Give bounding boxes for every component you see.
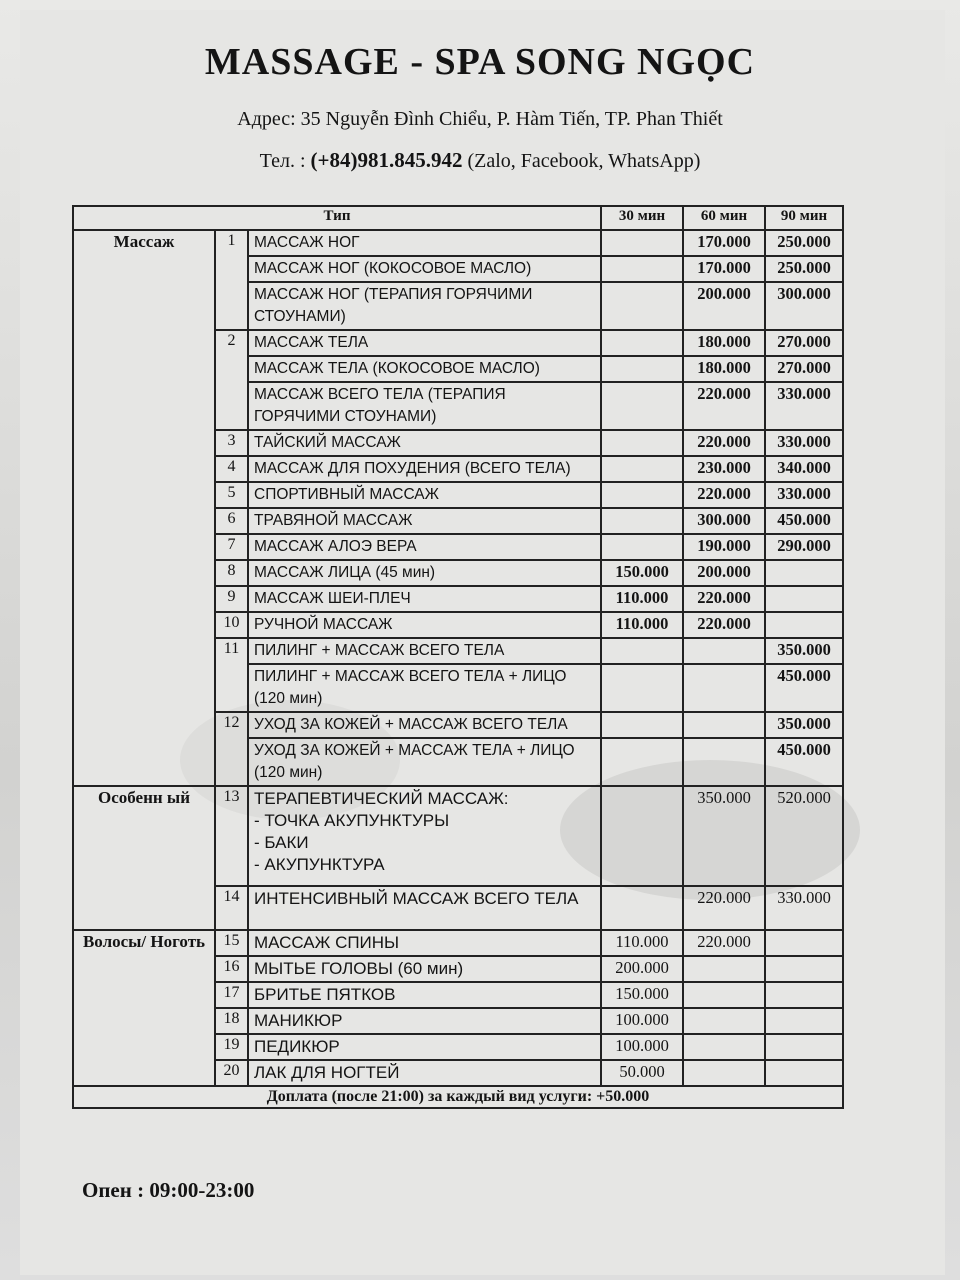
price-90min: 340.000 [765, 456, 843, 482]
category-massage: Массаж [73, 230, 215, 786]
price-90min: 330.000 [765, 482, 843, 508]
price-30min [601, 282, 683, 330]
price-90min [765, 982, 843, 1008]
price-90min [765, 1008, 843, 1034]
price-60min: 200.000 [683, 282, 765, 330]
table-header-row [73, 206, 843, 230]
phone-apps: (Zalo, Facebook, WhatsApp) [462, 150, 701, 172]
price-90min: 270.000 [765, 330, 843, 356]
price-90min: 270.000 [765, 356, 843, 382]
price-30min [601, 330, 683, 356]
price-90min: 350.000 [765, 712, 843, 738]
service-name: ПИЛИНГ + МАССАЖ ВСЕГО ТЕЛА + ЛИЦО (120 мин) [248, 664, 601, 712]
price-90min: 290.000 [765, 534, 843, 560]
service-name: СПОРТИВНЫЙ МАССАЖ [248, 482, 601, 508]
price-30min [601, 712, 683, 738]
price-60min: 220.000 [683, 430, 765, 456]
price-90min [765, 560, 843, 586]
service-name: МАНИКЮР [248, 1008, 601, 1034]
price-30min [601, 638, 683, 664]
service-name: МАССАЖ СПИНЫ [248, 930, 601, 956]
price-30min: 110.000 [601, 930, 683, 956]
service-name: ТРАВЯНОЙ МАССАЖ [248, 508, 601, 534]
row-number: 17 [215, 982, 248, 1008]
price-90min: 350.000 [765, 638, 843, 664]
price-30min [601, 482, 683, 508]
price-60min: 220.000 [683, 586, 765, 612]
price-90min [765, 1034, 843, 1060]
service-name: МЫТЬЕ ГОЛОВЫ (60 мин) [248, 956, 601, 982]
price-90min: 520.000 [765, 786, 843, 886]
service-name: ЛАК ДЛЯ НОГТЕЙ [248, 1060, 601, 1086]
price-60min [683, 982, 765, 1008]
opening-hours: Опен : 09:00-23:00 [82, 1178, 255, 1202]
price-60min: 220.000 [683, 482, 765, 508]
category-special: Особенн ый [73, 786, 215, 930]
price-table [72, 205, 844, 1109]
row-number: 6 [215, 508, 248, 534]
price-30min [601, 256, 683, 282]
price-60min [683, 738, 765, 786]
price-60min: 300.000 [683, 508, 765, 534]
header-30min: 30 мин [601, 206, 683, 230]
service-name: УХОД ЗА КОЖЕЙ + МАССАЖ ТЕЛА + ЛИЦО (120 мин) [248, 738, 601, 786]
price-60min: 350.000 [683, 786, 765, 886]
price-30min [601, 886, 683, 930]
price-30min [601, 456, 683, 482]
row-number: 10 [215, 612, 248, 638]
service-name: ТЕРАПЕВТИЧЕСКИЙ МАССАЖ: - ТОЧКА АКУПУНКТУРЫ - БАКИ - АКУПУНКТУРА [248, 786, 601, 886]
price-30min: 100.000 [601, 1008, 683, 1034]
price-90min: 330.000 [765, 430, 843, 456]
row-number: 19 [215, 1034, 248, 1060]
price-30min: 150.000 [601, 560, 683, 586]
table-row [73, 930, 843, 956]
row-number: 4 [215, 456, 248, 482]
price-60min: 220.000 [683, 886, 765, 930]
service-name: МАССАЖ ШЕИ-ПЛЕЧ [248, 586, 601, 612]
price-30min [601, 382, 683, 430]
price-30min [601, 664, 683, 712]
price-30min: 100.000 [601, 1034, 683, 1060]
price-60min: 230.000 [683, 456, 765, 482]
header-90min: 90 мин [765, 206, 843, 230]
service-name: РУЧНОЙ МАССАЖ [248, 612, 601, 638]
service-name: БРИТЬЕ ПЯТКОВ [248, 982, 601, 1008]
price-60min [683, 664, 765, 712]
service-name: МАССАЖ ТЕЛА (КОКОСОВОЕ МАСЛО) [248, 356, 601, 382]
header-60min: 60 мин [683, 206, 765, 230]
price-60min: 180.000 [683, 330, 765, 356]
price-30min: 150.000 [601, 982, 683, 1008]
phone-line [0, 148, 960, 173]
price-90min: 250.000 [765, 230, 843, 256]
row-number: 13 [215, 786, 248, 886]
table-row [73, 786, 843, 886]
price-60min [683, 1034, 765, 1060]
service-name: ТАЙСКИЙ МАССАЖ [248, 430, 601, 456]
row-number: 9 [215, 586, 248, 612]
service-name: ПЕДИКЮР [248, 1034, 601, 1060]
service-name: ПИЛИНГ + МАССАЖ ВСЕГО ТЕЛА [248, 638, 601, 664]
price-90min: 300.000 [765, 282, 843, 330]
row-number: 12 [215, 712, 248, 786]
price-60min [683, 1008, 765, 1034]
price-60min [683, 1060, 765, 1086]
service-name: МАССАЖ ДЛЯ ПОХУДЕНИЯ (ВСЕГО ТЕЛА) [248, 456, 601, 482]
service-name: УХОД ЗА КОЖЕЙ + МАССАЖ ВСЕГО ТЕЛА [248, 712, 601, 738]
row-number: 2 [215, 330, 248, 430]
price-90min: 250.000 [765, 256, 843, 282]
price-30min [601, 230, 683, 256]
service-name: МАССАЖ ЛИЦА (45 мин) [248, 560, 601, 586]
service-name: МАССАЖ ВСЕГО ТЕЛА (ТЕРАПИЯ ГОРЯЧИМИ СТОУНАМИ) [248, 382, 601, 430]
phone-label: Тел. : [259, 150, 311, 172]
row-number: 15 [215, 930, 248, 956]
row-number: 18 [215, 1008, 248, 1034]
price-60min: 220.000 [683, 930, 765, 956]
price-60min: 220.000 [683, 382, 765, 430]
price-90min: 330.000 [765, 886, 843, 930]
price-30min: 200.000 [601, 956, 683, 982]
price-90min [765, 930, 843, 956]
price-60min: 180.000 [683, 356, 765, 382]
price-30min [601, 508, 683, 534]
price-90min [765, 586, 843, 612]
service-name: ИНТЕНСИВНЫЙ МАССАЖ ВСЕГО ТЕЛА [248, 886, 601, 930]
service-name: МАССАЖ НОГ (КОКОСОВОЕ МАСЛО) [248, 256, 601, 282]
row-number: 8 [215, 560, 248, 586]
price-90min: 450.000 [765, 664, 843, 712]
price-30min: 110.000 [601, 586, 683, 612]
price-30min [601, 738, 683, 786]
price-30min: 50.000 [601, 1060, 683, 1086]
header-type: Тип [73, 206, 601, 230]
price-60min: 200.000 [683, 560, 765, 586]
table-footer-row [73, 1086, 843, 1108]
service-name: МАССАЖ ТЕЛА [248, 330, 601, 356]
table-row [73, 230, 843, 256]
price-60min [683, 638, 765, 664]
price-60min: 220.000 [683, 612, 765, 638]
price-table-body [73, 230, 843, 1086]
price-90min: 330.000 [765, 382, 843, 430]
price-30min [601, 534, 683, 560]
row-number: 5 [215, 482, 248, 508]
row-number: 14 [215, 886, 248, 930]
service-name: МАССАЖ НОГ (ТЕРАПИЯ ГОРЯЧИМИ СТОУНАМИ) [248, 282, 601, 330]
price-90min: 450.000 [765, 738, 843, 786]
row-number: 7 [215, 534, 248, 560]
price-90min [765, 956, 843, 982]
page-title: MASSAGE - SPA SONG NGỌC [204, 41, 756, 83]
price-60min [683, 956, 765, 982]
price-30min [601, 430, 683, 456]
service-name: МАССАЖ АЛОЭ ВЕРА [248, 534, 601, 560]
category-hair-nails: Волосы/ Ноготь [73, 930, 215, 1086]
price-30min [601, 786, 683, 886]
price-90min [765, 612, 843, 638]
row-number: 16 [215, 956, 248, 982]
service-name: МАССАЖ НОГ [248, 230, 601, 256]
phone-number: (+84)981.845.942 [310, 148, 463, 172]
price-90min: 450.000 [765, 508, 843, 534]
price-30min: 110.000 [601, 612, 683, 638]
night-surcharge-note: Доплата (после 21:00) за каждый вид услуги: +50.000 [73, 1086, 843, 1108]
price-60min [683, 712, 765, 738]
price-60min: 190.000 [683, 534, 765, 560]
price-90min [765, 1060, 843, 1086]
price-60min: 170.000 [683, 230, 765, 256]
row-number: 11 [215, 638, 248, 712]
price-30min [601, 356, 683, 382]
row-number: 20 [215, 1060, 248, 1086]
row-number: 3 [215, 430, 248, 456]
address-line: Адрес: 35 Nguyễn Đình Chiểu, P. Hàm Tiến, TP. Phan Thiết [237, 108, 723, 130]
price-60min: 170.000 [683, 256, 765, 282]
row-number: 1 [215, 230, 248, 330]
